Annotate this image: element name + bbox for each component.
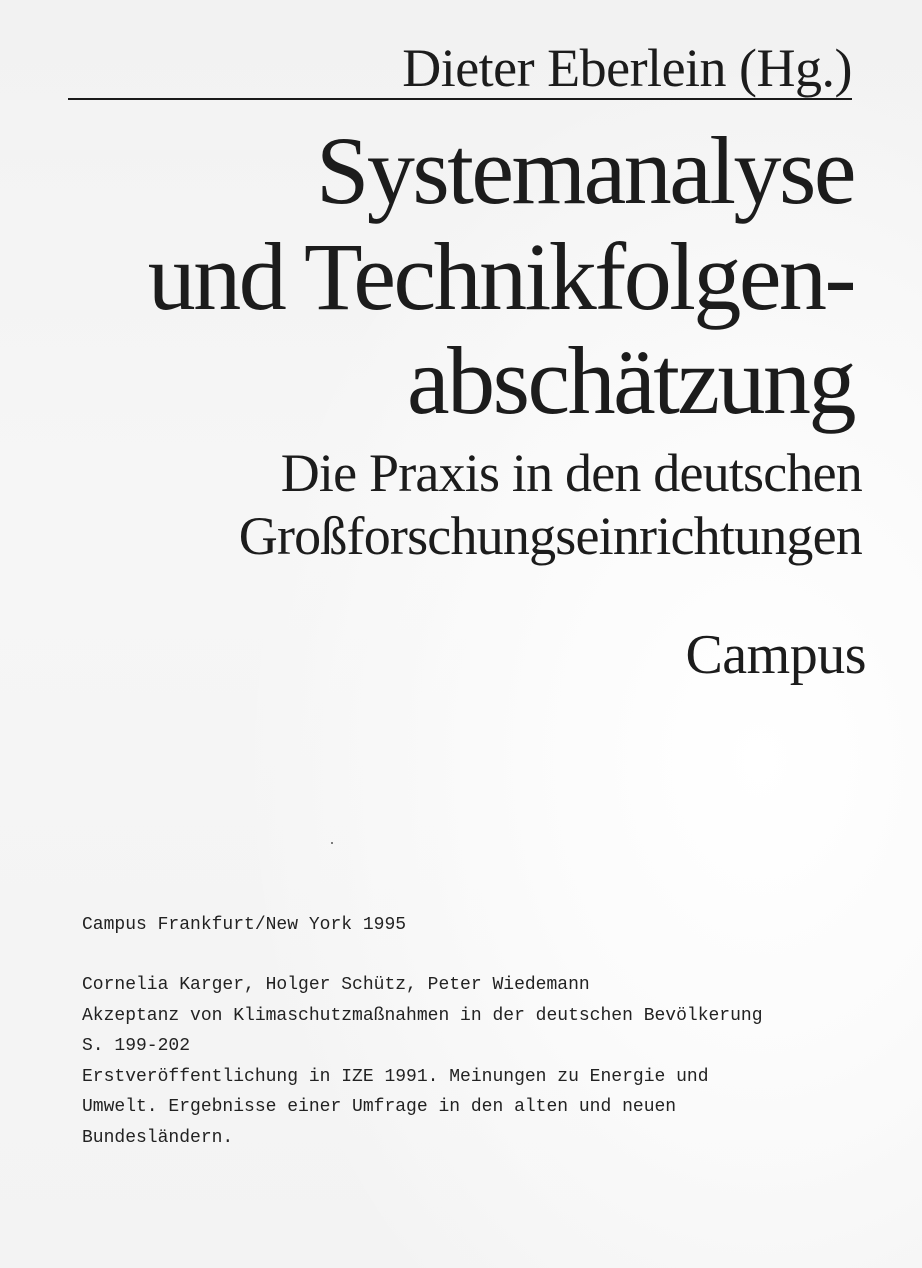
- reference-pages: S. 199-202: [82, 1036, 191, 1056]
- reference-block: [82, 970, 763, 1153]
- subtitle-line-2: Großforschungseinrichtungen: [238, 506, 862, 566]
- reference-note-line-1: Erstveröffentlichung in IZE 1991. Meinungen zu Energie und: [82, 1066, 709, 1087]
- imprint-line: Campus Frankfurt/New York 1995: [82, 915, 407, 935]
- reference-article-title: Akzeptanz von Klimaschutzmaßnahmen in der deutschen Bevölkerung: [82, 1005, 763, 1026]
- reference-authors: Cornelia Karger, Holger Schütz, Peter Wiedemann: [82, 975, 590, 995]
- title-rule: [68, 98, 852, 100]
- reference-note-line-3: Bundesländern.: [82, 1127, 234, 1148]
- book-title-line-3: abschätzung: [407, 327, 854, 434]
- imprint-block: [82, 910, 406, 941]
- editor-name: Dieter Eberlein (Hg.): [402, 38, 852, 98]
- book-title-line-2: und Technikfolgen-: [147, 223, 854, 330]
- publisher-name: Campus: [685, 624, 866, 686]
- book-title-line-1: Systemanalyse: [315, 117, 854, 224]
- reference-note-line-2: Umwelt. Ergebnisse einer Umfrage in den alten und neuen: [82, 1097, 677, 1117]
- paper-speck: [331, 842, 333, 844]
- subtitle-line-1: Die Praxis in den deutschen: [280, 443, 862, 503]
